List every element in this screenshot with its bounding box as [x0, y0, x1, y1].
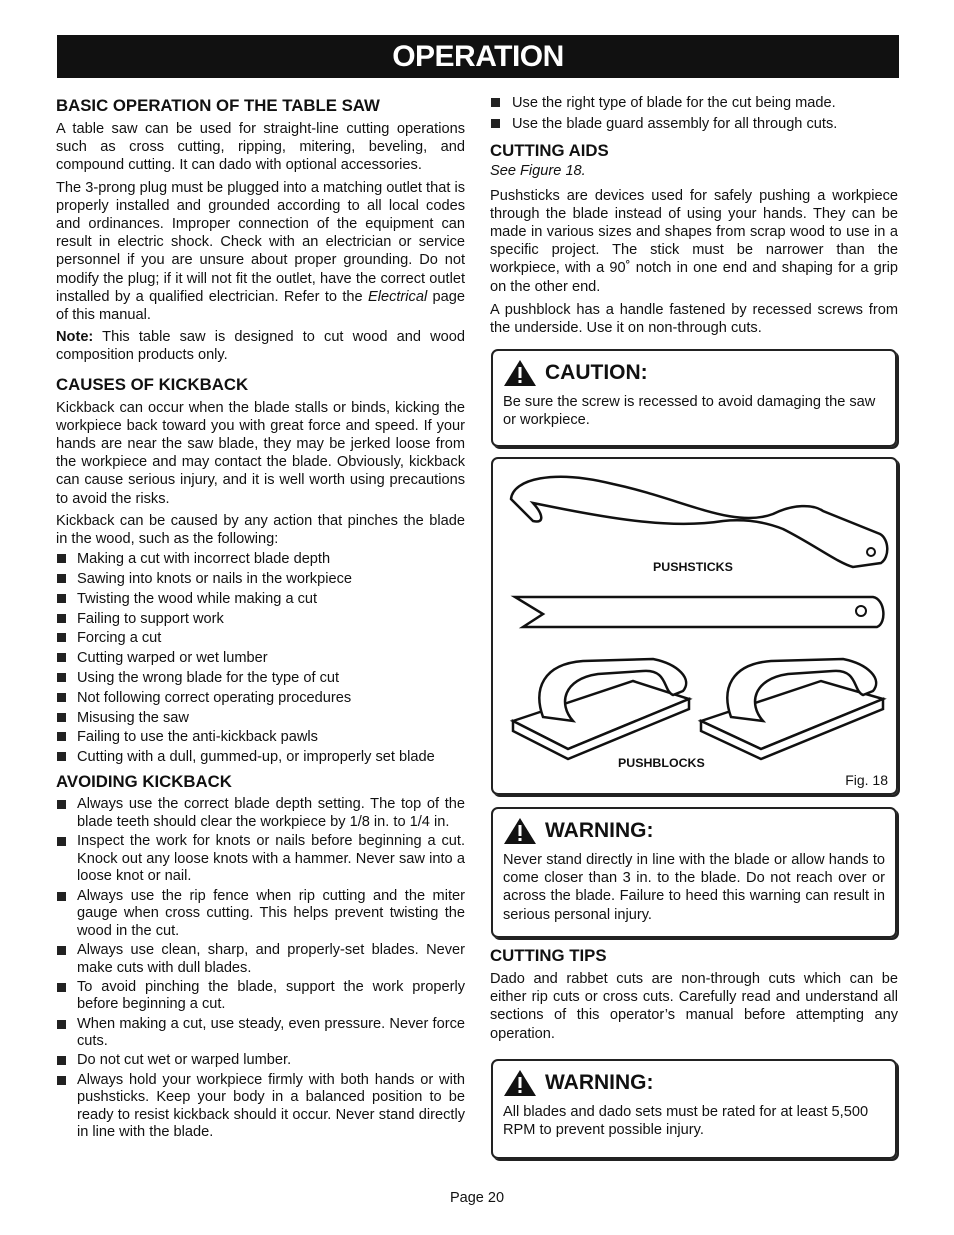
list-item: Failing to use the anti-kickback pawls: [56, 728, 465, 746]
caution-box: [491, 349, 897, 447]
warning-title: WARNING:: [545, 819, 654, 842]
note-text: This table saw is designed to cut wood and wood composition products only.: [56, 329, 465, 364]
list-item: Forcing a cut: [56, 629, 465, 647]
warning-header: [503, 817, 885, 845]
figure-reference: [490, 162, 898, 180]
list-item: Use the right type of blade for the cut being made.: [490, 94, 898, 112]
electrical-reference: Electrical: [367, 288, 428, 305]
pushblock-left: [513, 659, 689, 759]
warning-box-2: [491, 1059, 897, 1159]
list-item: Twisting the wood while making a cut: [56, 590, 465, 608]
warning-text: All blades and dado sets must be rated for at least 5,500 RPM to prevent possible injury.: [503, 1104, 869, 1139]
note-paragraph: [56, 328, 465, 364]
kickback-paragraph-1: Kickback can occur when the blade stalls or binds, kicking the workpiece back toward you with great force and speed. If your hands are near the saw blade, they may be jerked loose from the workpiece and may contact the blade. Obviously, kickback can cause serious injury, and it is well worth using precautions to avoid the risks.: [56, 399, 465, 507]
warning-triangle-icon: [503, 1069, 537, 1097]
basic-paragraph-1: A table saw can be used for straight-line cutting operations such as cross cutting, ripping, mitering, beveling, and compound cutting. It can dado with optional accessories.: [56, 121, 465, 174]
list-item: Using the wrong blade for the type of cut: [56, 669, 465, 687]
basic-paragraph-2-end: page of this manual.: [56, 288, 465, 324]
list-item: Do not cut wet or warped lumber.: [56, 1052, 465, 1070]
list-item: Always use clean, sharp, and properly-set blades. Never make cuts with dull blades.: [56, 942, 465, 977]
basic-paragraph-2: [56, 179, 465, 325]
cutting-aids-heading: CUTTING AIDS: [490, 141, 609, 161]
kickback-causes-heading: CAUSES OF KICKBACK: [56, 374, 249, 394]
note-label: Note:: [56, 329, 94, 346]
warning-triangle-icon: [503, 359, 537, 387]
right-column: [490, 94, 898, 341]
list-item: Misusing the saw: [56, 709, 465, 727]
warning-title: WARNING:: [545, 1071, 654, 1094]
list-item: Always use the correct blade depth setting. The top of the blade teeth should clear the workpiece by 1/8 in. to 1/4 in.: [56, 796, 465, 831]
warning-triangle-icon: [503, 817, 537, 845]
list-item: Cutting warped or wet lumber: [56, 649, 465, 667]
pushsticks-paragraph: Pushsticks are devices used for safely pushing a workpiece through the blade instead of using your hands. They can be made in various sizes and shapes from scrap wood to use in a specific project. The stick must be narrower than the workpiece, with a 90˚ notch in one end and shaping for a grip on the other end.: [490, 187, 898, 295]
pushstick-illustration: [493, 459, 896, 793]
avoiding-kickback-heading: AVOIDING KICKBACK: [56, 772, 232, 792]
warning-header: [503, 1069, 885, 1097]
list-item: Always use the rip fence when rip cutting and the miter gauge when cross cutting. This helps prevent twisting the wood in the cut.: [56, 888, 465, 941]
pushblock-paragraph: A pushblock has a handle fastened by recessed screws from the underside. Use it on non-through cuts.: [490, 301, 898, 337]
avoiding-kickback-list: [56, 796, 465, 1141]
pushsticks-label: PUSHSTICKS: [653, 560, 733, 574]
caution-text: Be sure the screw is recessed to avoid damaging the saw or workpiece.: [503, 394, 876, 429]
figure-caption: Fig. 18: [845, 772, 888, 788]
figure-18: [491, 457, 898, 795]
caution-title: CAUTION:: [545, 361, 648, 384]
warning-box-1: [491, 807, 897, 938]
list-item: Inspect the work for knots or nails before beginning a cut. Knock out any loose knots with a hammer. Never saw into a loose knot or nail.: [56, 833, 465, 886]
blade-tips-list: [490, 94, 898, 133]
left-column: [56, 96, 465, 1148]
section-banner: OPERATION: [57, 35, 899, 78]
list-item: Cutting with a dull, gummed-up, or improperly set blade: [56, 748, 465, 766]
list-item: When making a cut, use steady, even pressure. Never force cuts.: [56, 1016, 465, 1051]
cutting-tips-heading: CUTTING TIPS: [490, 946, 607, 965]
cutting-tips-paragraph: Dado and rabbet cuts are non-through cuts which can be either rip cuts or cross cuts. Carefully read and understand all sections of this operator’s manual before attempting any operation.: [490, 971, 898, 1042]
list-item: Always hold your workpiece firmly with both hands or with pushsticks. Keep your body in a balanced position to be ready to resist kickback should it occur. Never stand directly in line with the blade.: [56, 1072, 465, 1142]
list-item: Making a cut with incorrect blade depth: [56, 550, 465, 568]
pushblocks-label: PUSHBLOCKS: [618, 756, 705, 770]
list-item: Failing to support work: [56, 610, 465, 628]
list-item: Sawing into knots or nails in the workpiece: [56, 570, 465, 588]
pushblock-right: [701, 659, 883, 759]
cutting-tips-section: [490, 946, 898, 1047]
list-item: To avoid pinching the blade, support the work properly before beginning a cut.: [56, 979, 465, 1014]
warning-text: Never stand directly in line with the blade or allow hands to come closer than 3 in. to the blade. Do not reach over or across the blade. Failure to heed this warning can result in serious personal injury.: [503, 852, 885, 923]
page-number: Page 20: [449, 1190, 505, 1206]
list-item: Not following correct operating procedures: [56, 689, 465, 707]
basic-operation-heading: BASIC OPERATION OF THE TABLE SAW: [56, 96, 380, 115]
list-item: Use the blade guard assembly for all through cuts.: [490, 115, 898, 133]
kickback-causes-list: [56, 550, 465, 766]
basic-paragraph-2-text: The 3-prong plug must be plugged into a matching outlet that is properly installed and grounded according to all local codes and ordinances. Improper connection of the equipment can result in electric shock. Check with an electrician or service personnel if you are unsure about proper grounding. Do not modify the plug; if it will not fit the outlet, have the correct outlet installed by a qualified electrician. Refer to the: [56, 179, 465, 305]
kickback-paragraph-2: Kickback can be caused by any action that pinches the blade in the wood, such as the following:: [56, 512, 465, 548]
figure-reference-text: See Figure 18.: [490, 163, 586, 180]
caution-header: [503, 359, 885, 387]
